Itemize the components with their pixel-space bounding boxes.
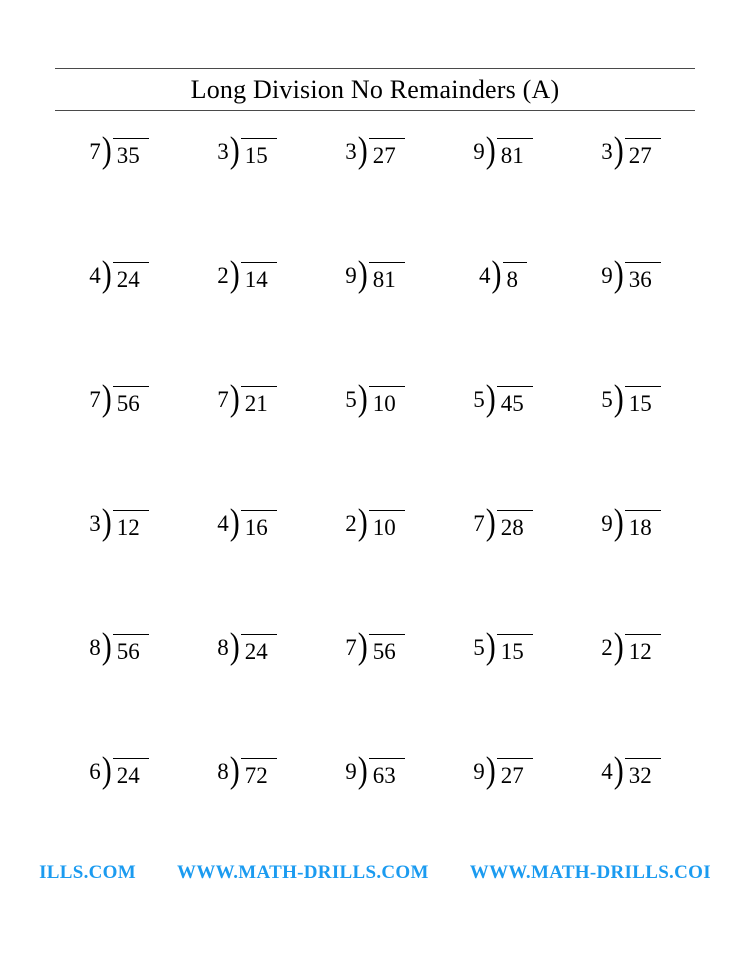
division-bracket-icon: ) [229,749,240,791]
dividend: 10 [372,391,396,416]
division-problem [601,129,661,171]
divisor: 5 [601,387,613,412]
dividend-bar [241,262,277,291]
division-bracket-icon: ) [357,501,368,543]
dividend-bar [241,386,277,415]
divisor: 5 [473,635,485,660]
dividend-bar [113,510,149,539]
footer-watermark [0,862,750,884]
dividend: 15 [628,391,652,416]
divisor: 2 [601,635,613,660]
problem-cell [311,129,439,171]
divisor: 3 [217,139,229,164]
problem-cell [311,501,439,543]
division-bracket-icon: ) [101,377,112,419]
dividend-bar [113,758,149,787]
problem-cell [183,501,311,543]
divisor: 6 [89,759,101,784]
division-problem [473,625,533,667]
dividend-bar [113,634,149,663]
dividend: 24 [244,639,268,664]
dividend: 21 [244,391,268,416]
divisor: 3 [601,139,613,164]
division-problem [473,129,533,171]
problem-cell [55,749,183,791]
problem-cell [439,129,567,171]
problem-cell [567,377,695,419]
divisor: 7 [473,511,485,536]
divisor: 7 [89,387,101,412]
dividend: 27 [372,143,396,168]
problem-row [55,129,695,261]
division-problem [89,501,149,543]
dividend: 12 [628,639,652,664]
division-problem [601,377,661,419]
division-bracket-icon: ) [485,625,496,667]
division-bracket-icon: ) [613,253,624,295]
division-problem [345,501,405,543]
division-problem [345,625,405,667]
dividend-bar [369,138,405,167]
dividend-bar [113,262,149,291]
divisor: 9 [345,759,357,784]
footer-link-left[interactable]: ILLS.COM [39,862,136,883]
division-problem [345,749,405,791]
problem-cell [439,501,567,543]
division-problem [473,377,533,419]
dividend-bar [369,510,405,539]
division-problem [345,129,405,171]
dividend-bar [369,262,405,291]
dividend-bar [625,510,661,539]
division-bracket-icon: ) [357,625,368,667]
dividend: 28 [500,515,524,540]
dividend-bar [497,138,533,167]
dividend-bar [369,386,405,415]
divisor: 4 [479,263,491,288]
dividend: 15 [500,639,524,664]
problem-cell [311,749,439,791]
divisor: 2 [345,511,357,536]
division-problem [217,625,277,667]
dividend: 32 [628,763,652,788]
problem-cell [183,625,311,667]
dividend: 14 [244,267,268,292]
division-bracket-icon: ) [613,749,624,791]
division-problem [89,129,149,171]
dividend: 45 [500,391,524,416]
dividend: 27 [500,763,524,788]
problem-cell [311,253,439,295]
problem-cell [183,253,311,295]
division-bracket-icon: ) [613,377,624,419]
dividend: 8 [506,267,518,292]
division-bracket-icon: ) [357,749,368,791]
problem-grid [55,129,695,881]
dividend: 12 [116,515,140,540]
dividend: 81 [372,267,396,292]
worksheet-body [55,68,695,881]
dividend: 27 [628,143,652,168]
divisor: 7 [217,387,229,412]
dividend-bar [497,386,533,415]
problem-cell [311,625,439,667]
division-problem [89,377,149,419]
divisor: 4 [217,511,229,536]
problem-cell [55,377,183,419]
dividend-bar [369,634,405,663]
problem-cell [55,129,183,171]
division-problem [89,749,149,791]
page-title: Long Division No Remainders (A) [190,75,560,104]
division-bracket-icon: ) [101,129,112,171]
division-bracket-icon: ) [485,501,496,543]
dividend: 36 [628,267,652,292]
division-problem [345,253,405,295]
problem-cell [55,253,183,295]
problem-cell [567,129,695,171]
problem-row [55,625,695,757]
footer-link-right[interactable]: WWW.MATH-DRILLS.COI [469,862,711,883]
divisor: 7 [345,635,357,660]
division-problem [601,501,661,543]
division-bracket-icon: ) [101,749,112,791]
division-problem [345,377,405,419]
dividend: 10 [372,515,396,540]
dividend: 72 [244,763,268,788]
problem-cell [183,377,311,419]
divisor: 9 [473,759,485,784]
division-bracket-icon: ) [613,625,624,667]
division-problem [217,129,277,171]
problem-row [55,253,695,385]
division-bracket-icon: ) [485,377,496,419]
division-problem [217,253,277,295]
divisor: 9 [473,139,485,164]
division-bracket-icon: ) [357,129,368,171]
divisor: 2 [217,263,229,288]
division-problem [217,377,277,419]
dividend-bar [625,758,661,787]
dividend: 63 [372,763,396,788]
divisor: 9 [601,263,613,288]
dividend: 24 [116,267,140,292]
divisor: 9 [601,511,613,536]
dividend-bar [241,634,277,663]
problem-cell [439,253,567,295]
divisor: 8 [89,635,101,660]
division-bracket-icon: ) [491,253,502,295]
division-problem [473,749,533,791]
footer-link-center[interactable]: WWW.MATH-DRILLS.COM [177,862,429,883]
division-problem [601,749,661,791]
dividend: 81 [500,143,524,168]
dividend: 56 [116,391,140,416]
division-bracket-icon: ) [229,253,240,295]
dividend-bar [497,758,533,787]
division-bracket-icon: ) [229,501,240,543]
divisor: 5 [345,387,357,412]
division-bracket-icon: ) [101,253,112,295]
division-bracket-icon: ) [229,625,240,667]
dividend: 56 [372,639,396,664]
dividend-bar [241,510,277,539]
problem-row [55,377,695,509]
division-problem [89,625,149,667]
problem-cell [183,129,311,171]
division-bracket-icon: ) [485,749,496,791]
problem-cell [567,253,695,295]
division-bracket-icon: ) [485,129,496,171]
problem-row [55,501,695,633]
problem-cell [567,625,695,667]
division-problem [601,253,661,295]
division-bracket-icon: ) [229,377,240,419]
dividend-bar [625,634,661,663]
dividend-bar [241,758,277,787]
divisor: 3 [345,139,357,164]
division-problem [89,253,149,295]
dividend-bar [497,510,533,539]
divisor: 9 [345,263,357,288]
divisor: 3 [89,511,101,536]
dividend: 56 [116,639,140,664]
division-problem [473,501,533,543]
problem-cell [439,377,567,419]
divisor: 4 [601,759,613,784]
dividend: 16 [244,515,268,540]
problem-cell [567,749,695,791]
dividend: 24 [116,763,140,788]
dividend-bar [113,386,149,415]
dividend-bar [625,262,661,291]
dividend-bar [625,138,661,167]
division-bracket-icon: ) [101,501,112,543]
division-bracket-icon: ) [101,625,112,667]
problem-cell [439,749,567,791]
problem-cell [55,625,183,667]
dividend: 35 [116,143,140,168]
dividend-bar [497,634,533,663]
division-problem [217,749,277,791]
division-problem [479,253,527,295]
divisor: 5 [473,387,485,412]
division-bracket-icon: ) [229,129,240,171]
dividend: 18 [628,515,652,540]
problem-cell [567,501,695,543]
dividend-bar [625,386,661,415]
division-bracket-icon: ) [613,501,624,543]
division-bracket-icon: ) [357,377,368,419]
divisor: 4 [89,263,101,288]
divisor: 8 [217,635,229,660]
division-bracket-icon: ) [613,129,624,171]
problem-cell [183,749,311,791]
divisor: 7 [89,139,101,164]
divisor: 8 [217,759,229,784]
dividend-bar [369,758,405,787]
division-bracket-icon: ) [357,253,368,295]
problem-cell [439,625,567,667]
division-problem [217,501,277,543]
dividend-bar [503,262,528,291]
title-rule-bottom [55,110,695,111]
dividend: 15 [244,143,268,168]
dividend-bar [113,138,149,167]
problem-cell [55,501,183,543]
problem-cell [311,377,439,419]
dividend-bar [241,138,277,167]
division-problem [601,625,661,667]
